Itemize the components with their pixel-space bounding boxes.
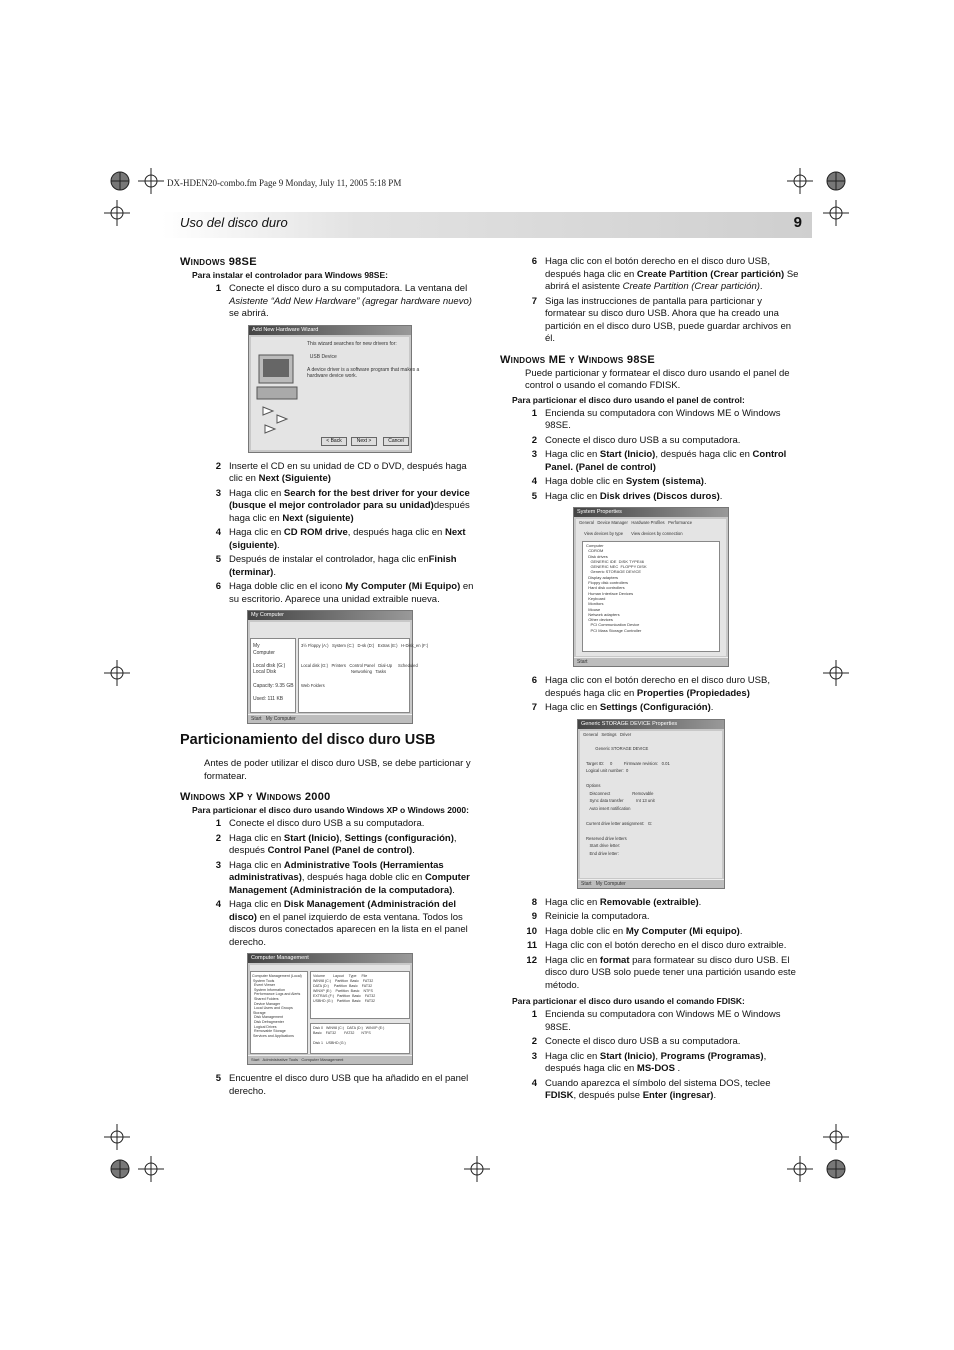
step: 1 Conecte el disco duro a su computadora. La ventana del Asistente “Add New Hardware” (agregar hardware nuevo) se abrirá. <box>215 283 472 319</box>
registration-mark <box>107 1156 133 1182</box>
subheading-install-driver: Para instalar el controlador para Windows 98SE: <box>192 270 388 280</box>
step: 5 Después de instalar el controlador, haga clic enFinish (terminar). <box>215 554 457 578</box>
print-slug: DX-HDEN20-combo.fm Page 9 Monday, July 11, 2005 5:18 PM <box>167 178 402 188</box>
step: 4 Haga clic en CD ROM drive, después haga clic en Next (siguiente). <box>215 527 466 551</box>
step: 2 Haga clic en Start (Inicio), Settings (configuración), después Control Panel (Panel de control). <box>215 832 457 856</box>
crosshair-mark <box>787 1156 813 1182</box>
crosshair-mark <box>138 168 164 194</box>
page-number: 9 <box>793 214 802 231</box>
page-header <box>162 212 812 238</box>
section-title: Uso del disco duro <box>180 215 288 230</box>
crosshair-mark <box>823 200 849 226</box>
step: 1 Conecte el disco duro USB a su computadora. <box>215 818 425 829</box>
screenshot-my-computer: My Computer My Computer Local disk (G:) Local Disk Capacity: 9.35 GB Used: 111 KB 3½ Floppy (A:) System (C:) D-sk (D:) Extras (E:) H-Disk_en (F:) Local disk (G:) Printers Control Panel Dial-Up Scheduled Networking Tasks Web Folders Start My Computer <box>247 610 413 724</box>
step: 7 Siga las instrucciones de pantalla para particionar y formatear su disco duro USB. Ahora que ha creado una partición en el disco duro USB, puede guardar archivos en él. <box>531 295 792 344</box>
computer-illustration-icon <box>255 345 303 435</box>
step: 6 Haga doble clic en el icono My Computer (Mi Equipo) en su escritorio. Aparece una unidad extraible nueva. <box>215 581 474 605</box>
step: 1 Encienda su computadora con Windows ME o Windows 98SE. <box>531 407 781 431</box>
step: 3 Haga clic en Start (Inicio), después haga clic en Control Panel. (Panel de control) <box>531 449 787 473</box>
crosshair-mark <box>104 660 130 686</box>
registration-mark <box>107 168 133 194</box>
step: 3 Haga clic en Start (Inicio), Programs (Programas), después haga clic en MS-DOS . <box>531 1050 767 1074</box>
subheading-partition-xp: Para particionar el disco duro usando Windows XP o Windows 2000: <box>192 805 469 815</box>
step: 2 Conecte el disco duro USB a su computadora. <box>531 434 741 446</box>
subheading-fdisk: Para particionar el disco duro usando el comando FDISK: <box>512 996 745 1006</box>
registration-mark <box>823 168 849 194</box>
crosshair-mark <box>787 168 813 194</box>
right-column <box>500 256 802 1105</box>
step: 3 Haga clic en Administrative Tools (Herramientas administrativas), después haga doble clic en Computer Management (Administración de la computadora). <box>215 859 470 896</box>
registration-mark <box>823 1156 849 1182</box>
step: 6 Haga clic con el botón derecho en el disco duro USB, después haga clic en Create Partition (Crear partición) Se abrirá el asistente Create Partition (Crear partición). <box>531 256 799 292</box>
crosshair-mark <box>823 1124 849 1150</box>
step: 9 Reinicie la computadora. <box>531 911 650 922</box>
step: 8 Haga clic en Removable (extraible). <box>531 896 702 908</box>
heading-windows-98se: Windows 98SE <box>180 256 257 268</box>
heading-windows-xp-2000: Windows XP y Windows 2000 <box>180 791 331 803</box>
screenshot-storage-device-properties: Generic STORAGE DEVICE Properties General Settings Driver Generic STORAGE DEVICE Target ID: 0 Firmware revision: 0.01 Logical unit number: 0 Options Disconnect Removable Sync data transfer Int 13 unit Auto insert notification Current drive letter assignment: G: Reserved drive letters Start drive letter: End drive letter: Start My Computer <box>577 719 725 889</box>
subheading-control-panel: Para particionar el disco duro usando el panel de control: <box>512 394 745 405</box>
heading-partitioning: Particionamiento del disco duro USB <box>180 732 436 748</box>
step: 7 Haga clic en Settings (Configuración). <box>531 702 714 713</box>
step: 11 Haga clic con el botón derecho en el disco duro extraible. <box>526 940 787 951</box>
step: 1 Encienda su computadora con Windows ME o Windows 98SE. <box>531 1009 781 1033</box>
crosshair-mark <box>464 1156 490 1182</box>
crosshair-mark <box>104 1124 130 1150</box>
intro-paragraph: Antes de poder utilizar el disco duro USB, se debe particionar y formatear. <box>204 758 471 782</box>
step: 12 Haga clic en format para formatear su disco duro USB. El disco duro USB solo puede tener una partición usando este método. <box>526 954 796 991</box>
step: 3 Haga clic en Search for the best driver for your device (busque el mejor controlador para su unidad)después haga clic en Next (siguiente) <box>215 487 470 524</box>
step: 10 Haga doble clic en My Computer (Mi equipo). <box>526 925 743 937</box>
step: 2 Conecte el disco duro USB a su computadora. <box>531 1036 741 1047</box>
step: 4 Haga clic en Disk Management (Administración del disco) en el panel izquierdo de esta ventana. Todos los discos duros conectados aparecen en la lista en el panel derecho. <box>215 899 468 948</box>
crosshair-mark <box>104 200 130 226</box>
screenshot-computer-management: Computer Management Computer Management (Local) System Tools Event Viewer System Information Performance Logs and Alerts Shared Folders Device Manager Local Users and Groups Storage Disk Management Disk Defragmenter Logical Drives Removable Storage Services and Applications Volume Layout Type File WIN98 (C:) Partition Basic FAT32 DATA (D:) Partition Basic FAT32 WINXP (E:) Partition Basic NTFS EXTRAS (F:) Partition Basic FAT32 USBHD (G:) Partition Basic FAT32 Disk 0 WIN98 (C:) DATA (D:) WINXP (E:) Basic FAT32 FAT32 NTFS Disk 1 USBHD (G:) Start Administrative Tools Computer Management <box>247 953 413 1065</box>
crosshair-mark <box>138 1156 164 1182</box>
step: 5 Encuentre el disco duro USB que ha añadido en el panel derecho. <box>215 1073 469 1097</box>
screenshot-add-hardware-wizard: Add New Hardware Wizard This wizard searches for new drivers for: USB Device A device driver is a software program that makes a hardware device work. < Back Next > Cancel <box>248 325 412 453</box>
step: 4 Haga doble clic en System (sistema). <box>531 476 707 487</box>
step: 4 Cuando aparezca el símbolo del sistema DOS, teclee FDISK, después pulse Enter (ingresar). <box>531 1077 771 1101</box>
intro-paragraph: Puede particionar y formatear el disco duro usando el panel de control o usando el comando FDISK. <box>525 367 790 391</box>
screenshot-system-properties: System Properties General Device Manager Hardware Profiles Performance View devices by type View devices by connection Computer CDROM Disk drives GENERIC IDE DISK TYPE46 GENERIC NEC FLOPPY DISK Generic STORAGE DEVICE Display adapters Floppy disk controllers Hard disk controllers Human Interface Devices Keyboard Monitors Mouse Network adapters Other devices PCI Communication Device PCI Mass Storage Controller Start <box>573 507 729 667</box>
step: 2 Inserte el CD en su unidad de CD o DVD, después haga clic en Next (Siguiente) <box>215 460 467 484</box>
heading-windows-me-98se: Windows ME y Windows 98SE <box>500 353 656 366</box>
left-column <box>180 256 482 1100</box>
step: 6 Haga clic con el botón derecho en el disco duro USB, después haga clic en Properties (Propiedades) <box>531 675 770 699</box>
step: 5 Haga clic en Disk drives (Discos duros). <box>531 490 723 502</box>
crosshair-mark <box>823 660 849 686</box>
